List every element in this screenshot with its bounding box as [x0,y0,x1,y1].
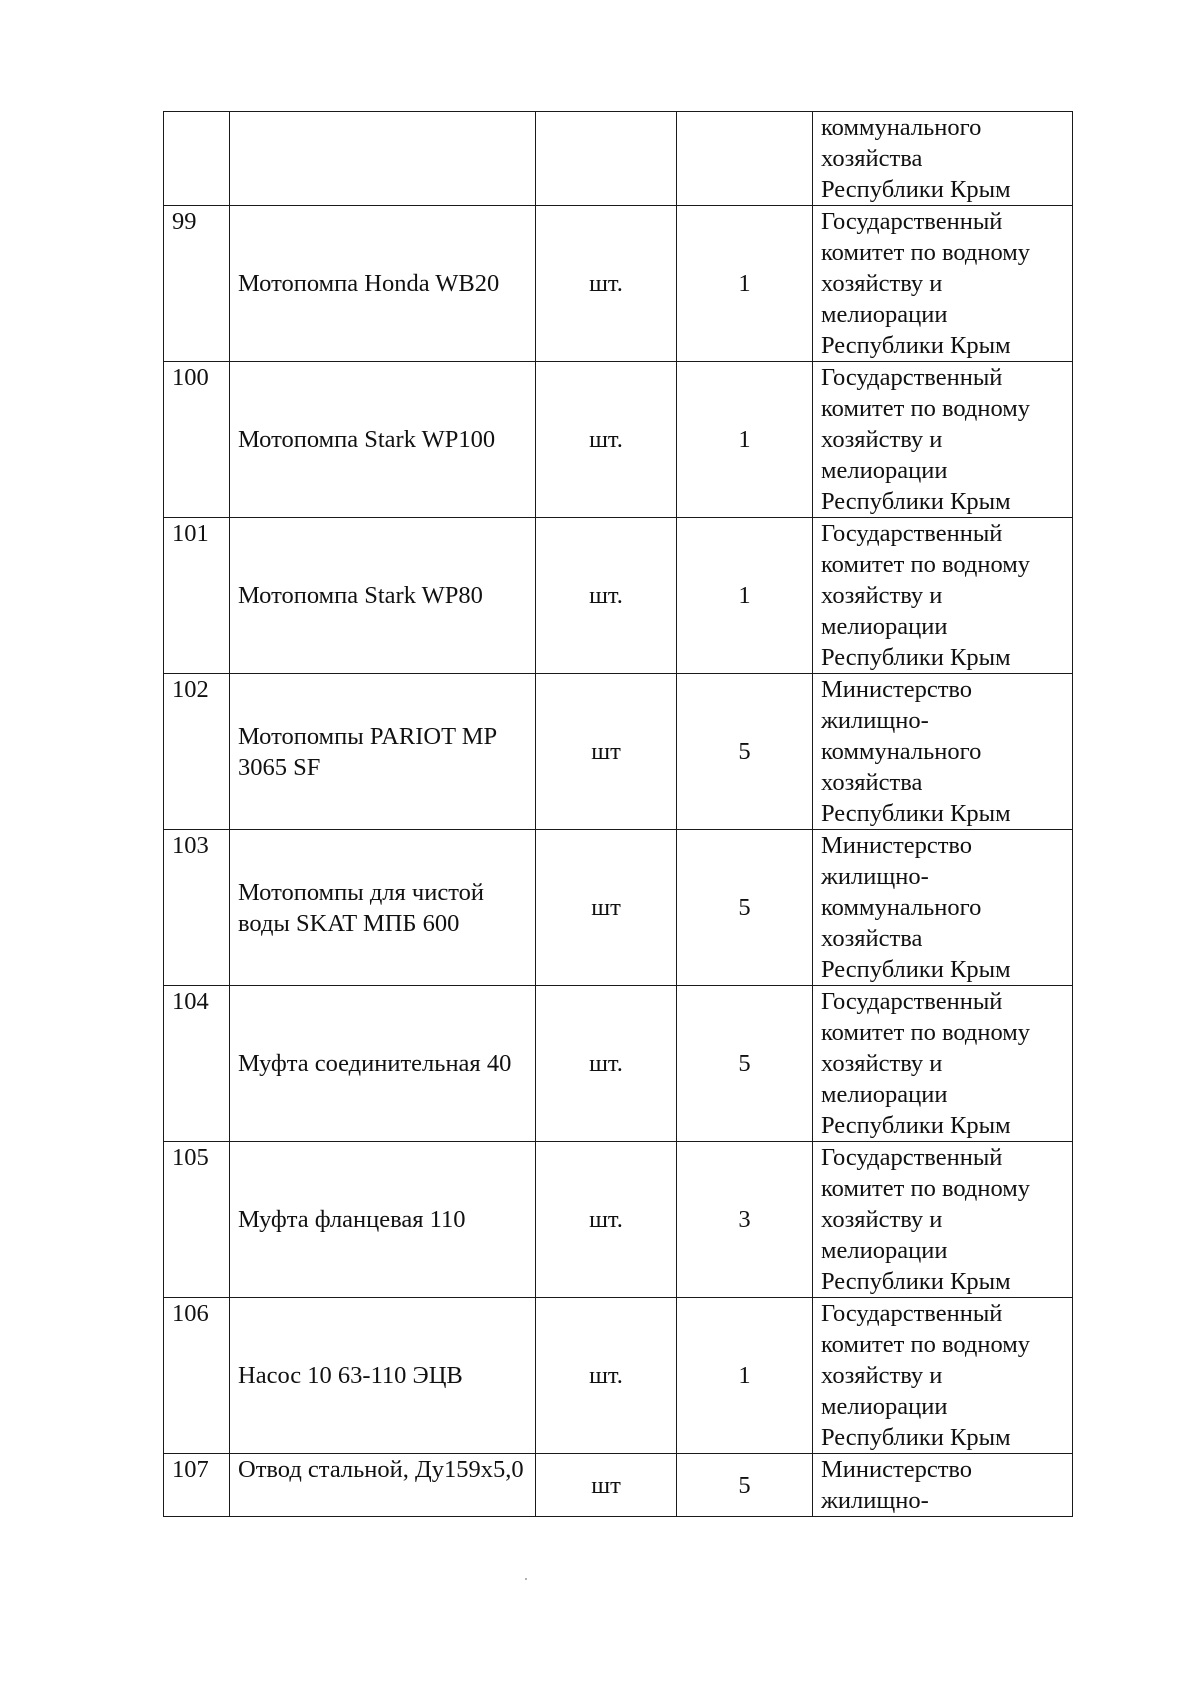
item-name: Мотопомпы PARIOT MP 3065 SF [230,674,536,830]
item-unit: шт. [536,1142,677,1298]
org-line: хозяйства [821,145,923,172]
org-line: коммунального [821,114,982,141]
responsible-organization [813,1142,1073,1298]
item-quantity: 3 [677,1142,813,1298]
org-line: хозяйству и [821,1206,943,1233]
item-name: Мотопомпа Stark WP100 [230,362,536,518]
row-number: 105 [164,1142,230,1298]
org-line: мелиорации [821,457,948,484]
org-line: комитет по водному [821,1331,1031,1358]
org-line: Министерство [821,676,973,703]
table-row [164,986,1073,1142]
item-name: Мотопомпы для чистой воды SKAT МПБ 600 [230,830,536,986]
org-line: Министерство [821,832,973,859]
org-line: коммунального [821,894,982,921]
responsible-organization [813,362,1073,518]
org-line: жилищно- [821,707,929,734]
table-row [164,112,1073,206]
item-quantity: 1 [677,206,813,362]
item-unit: шт [536,830,677,986]
org-line: комитет по водному [821,551,1031,578]
org-line: Республики Крым [821,644,1011,671]
responsible-organization [813,112,1073,206]
item-name: Отвод стальной, Ду159х5,0 [230,1454,536,1517]
scan-speck [525,1578,527,1580]
item-name: Мотопомпа Honda WB20 [230,206,536,362]
org-line: Государственный [821,1300,1003,1327]
org-line: хозяйства [821,925,923,952]
org-line: Государственный [821,208,1003,235]
org-line: хозяйству и [821,426,943,453]
table-row [164,206,1073,362]
row-number: 100 [164,362,230,518]
row-number: 99 [164,206,230,362]
item-unit: шт. [536,206,677,362]
org-line: хозяйству и [821,270,943,297]
responsible-organization [813,1454,1073,1517]
org-line: мелиорации [821,301,948,328]
row-number: 106 [164,1298,230,1454]
table-row [164,1142,1073,1298]
org-line: жилищно- [821,863,929,890]
responsible-organization [813,206,1073,362]
item-unit: шт. [536,1298,677,1454]
item-quantity: 1 [677,362,813,518]
item-unit: шт. [536,362,677,518]
org-line: хозяйства [821,769,923,796]
row-number: 104 [164,986,230,1142]
org-line: Республики Крым [821,800,1011,827]
row-number: 102 [164,674,230,830]
responsible-organization [813,518,1073,674]
table-row [164,830,1073,986]
org-line: мелиорации [821,1393,948,1420]
item-unit: шт. [536,518,677,674]
org-line: комитет по водному [821,239,1031,266]
org-line: Министерство [821,1456,973,1483]
item-quantity: 1 [677,1298,813,1454]
org-line: Республики Крым [821,176,1011,203]
org-line: коммунального [821,738,982,765]
org-line: Республики Крым [821,1268,1011,1295]
org-line: мелиорации [821,613,948,640]
row-number: 101 [164,518,230,674]
responsible-organization [813,674,1073,830]
item-name: Муфта фланцевая 110 [230,1142,536,1298]
org-line: Республики Крым [821,1424,1011,1451]
org-line: Республики Крым [821,1112,1011,1139]
item-quantity: 1 [677,518,813,674]
item-name: Мотопомпа Stark WP80 [230,518,536,674]
table-row [164,1454,1073,1517]
org-line: комитет по водному [821,395,1031,422]
item-name [230,112,536,206]
org-line: Республики Крым [821,332,1011,359]
item-quantity [677,112,813,206]
responsible-organization [813,1298,1073,1454]
item-unit [536,112,677,206]
inventory-table [163,111,1073,1517]
org-line: мелиорации [821,1237,948,1264]
org-line: Государственный [821,364,1003,391]
table-row [164,1298,1073,1454]
item-name: Муфта соединительная 40 [230,986,536,1142]
responsible-organization [813,830,1073,986]
table-row [164,362,1073,518]
org-line: жилищно- [821,1487,929,1514]
row-number: 107 [164,1454,230,1517]
org-line: Республики Крым [821,488,1011,515]
item-unit: шт. [536,986,677,1142]
row-number: 103 [164,830,230,986]
responsible-organization [813,986,1073,1142]
org-line: Государственный [821,520,1003,547]
item-name: Насос 10 63-110 ЭЦВ [230,1298,536,1454]
item-quantity: 5 [677,830,813,986]
table-row [164,518,1073,674]
row-number [164,112,230,206]
item-quantity: 5 [677,986,813,1142]
org-line: хозяйству и [821,582,943,609]
org-line: хозяйству и [821,1362,943,1389]
org-line: комитет по водному [821,1019,1031,1046]
org-line: Государственный [821,988,1003,1015]
item-quantity: 5 [677,674,813,830]
org-line: хозяйству и [821,1050,943,1077]
item-unit: шт [536,674,677,830]
table-row [164,674,1073,830]
org-line: Государственный [821,1144,1003,1171]
document-page [163,111,1072,1517]
item-unit: шт [536,1454,677,1517]
org-line: Республики Крым [821,956,1011,983]
org-line: комитет по водному [821,1175,1031,1202]
org-line: мелиорации [821,1081,948,1108]
item-quantity: 5 [677,1454,813,1517]
